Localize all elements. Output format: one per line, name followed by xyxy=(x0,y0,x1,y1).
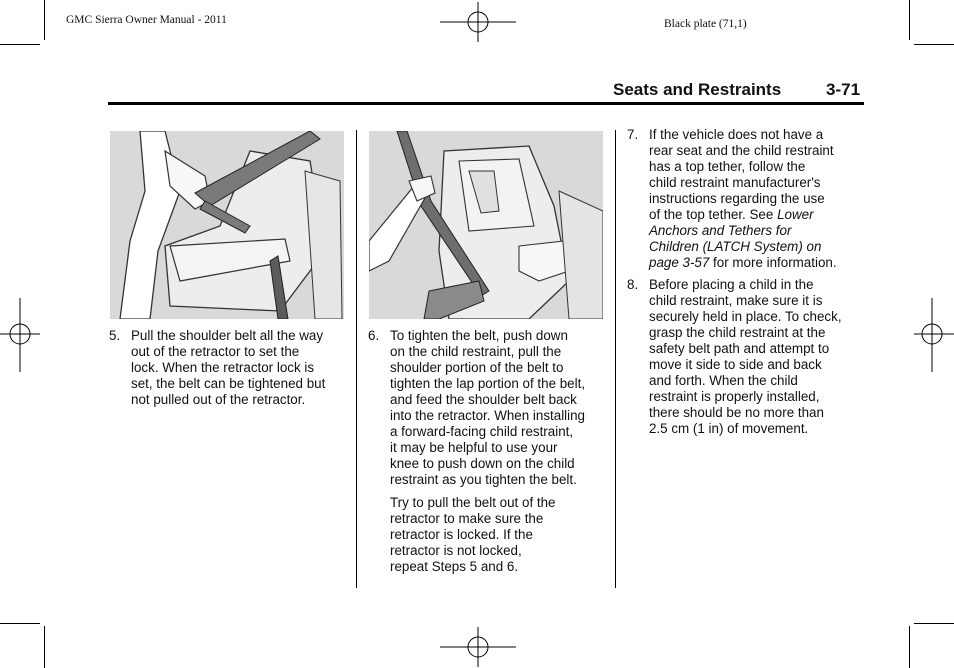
text-line: retractor is locked. If the xyxy=(390,527,533,542)
text-line: into the retractor. When installing xyxy=(390,408,586,423)
step-text xyxy=(649,127,837,271)
text-line: rear seat and the child restraint xyxy=(649,143,834,158)
column-rule-1 xyxy=(356,130,357,588)
text-line: Try to pull the belt out of the xyxy=(390,495,556,510)
text-line: and feed the shoulder belt back xyxy=(390,392,577,407)
step-text xyxy=(649,277,842,437)
registration-mark-top xyxy=(440,2,516,42)
text-line xyxy=(649,223,837,239)
slug-right: Black plate (71,1) xyxy=(664,18,747,30)
text-fragment: of the top tether. See xyxy=(649,207,778,222)
step-number: 6. xyxy=(368,328,380,343)
header-rule xyxy=(108,102,864,105)
text-line: safety belt path and attempt to xyxy=(649,341,830,356)
text-line xyxy=(649,239,837,255)
cross-reference[interactable]: Anchors and Tethers for xyxy=(649,223,792,238)
cross-reference[interactable]: Lower xyxy=(777,207,814,222)
text-line: repeat Steps 5 and 6. xyxy=(390,559,519,574)
registration-mark-right xyxy=(914,298,954,372)
text-line: shoulder portion of the belt to xyxy=(390,360,564,375)
registration-mark-bottom xyxy=(440,627,516,667)
text-line: If the vehicle does not have a xyxy=(649,127,824,142)
text-line: securely held in place. To check, xyxy=(649,309,842,324)
text-line: a forward-facing child restraint, xyxy=(390,424,574,439)
text-line: lock. When the retractor lock is xyxy=(131,360,315,375)
text-line: not pulled out of the retractor. xyxy=(131,392,306,407)
section-title: Seats and Restraints xyxy=(613,80,782,99)
page-number: 3-71 xyxy=(826,80,861,99)
text-line: child restraint manufacturer's xyxy=(649,175,821,190)
step-text xyxy=(131,328,325,408)
step-number: 8. xyxy=(627,277,639,292)
step-7 xyxy=(627,127,867,275)
text-line: on the child restraint, pull the xyxy=(390,344,562,359)
step-6 xyxy=(368,328,608,492)
text-line: it may be helpful to use your xyxy=(390,440,558,455)
text-line xyxy=(649,207,837,223)
text-line: Before placing a child in the xyxy=(649,277,814,292)
figure-pull-shoulder-belt xyxy=(110,131,344,319)
text-line: tighten the lap portion of the belt, xyxy=(390,376,586,391)
column-rule-2 xyxy=(615,130,616,588)
text-line: To tighten the belt, push down xyxy=(390,328,568,343)
text-line: retractor to make sure the xyxy=(390,511,544,526)
step-6-followup xyxy=(390,495,610,575)
registration-mark-left xyxy=(0,298,40,372)
cross-reference[interactable]: Children (LATCH System) on xyxy=(649,239,822,254)
text-line: instructions regarding the use xyxy=(649,191,825,206)
text-line: there should be no more than xyxy=(649,405,824,420)
text-line: and forth. When the child xyxy=(649,373,798,388)
step-number: 7. xyxy=(627,127,639,142)
step-number: 5. xyxy=(109,328,121,343)
text-line: child restraint, make sure it is xyxy=(649,293,823,308)
text-line: out of the retractor to set the xyxy=(131,344,300,359)
text-line: restraint as you tighten the belt. xyxy=(390,472,577,487)
text-line: grasp the child restraint at the xyxy=(649,325,826,340)
text-line: set, the belt can be tightened but xyxy=(131,376,326,391)
figure-tighten-belt xyxy=(369,131,603,319)
text-fragment: for more information. xyxy=(709,255,837,270)
text-line: retractor is not locked, xyxy=(390,543,522,558)
text-line: knee to push down on the child xyxy=(390,456,575,471)
text-line xyxy=(649,255,837,271)
text-line: has a top tether, follow the xyxy=(649,159,806,174)
text-line: Pull the shoulder belt all the way xyxy=(131,328,324,343)
step-text xyxy=(390,328,585,488)
text-line: move it side to side and back xyxy=(649,357,822,372)
text-line: restraint is properly installed, xyxy=(649,389,820,404)
text-line: 2.5 cm (1 in) of movement. xyxy=(649,421,809,436)
step-5 xyxy=(109,328,349,412)
step-8 xyxy=(627,277,867,441)
cross-reference[interactable]: page 3-57 xyxy=(649,255,710,270)
slug-left: GMC Sierra Owner Manual - 2011 xyxy=(66,14,227,26)
